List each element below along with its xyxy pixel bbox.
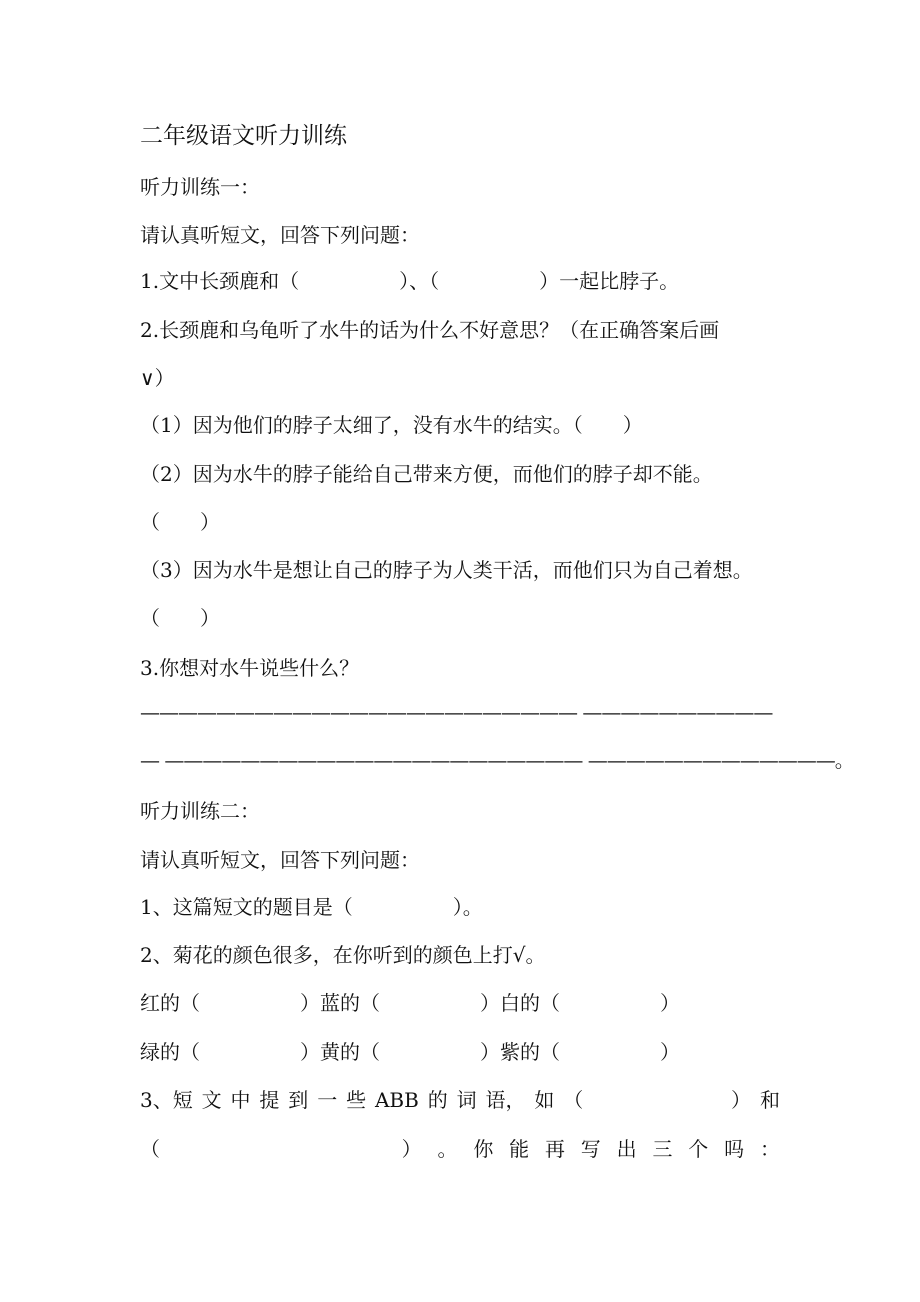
- section-heading-1: 听力训练一：: [140, 175, 260, 199]
- q3-part: 些: [346, 1088, 367, 1112]
- q3-line2-part: 个: [688, 1137, 709, 1161]
- page-title: 二年级语文听力训练: [140, 123, 347, 149]
- instruction-1: 请认真听短文，回答下列问题：: [140, 223, 420, 247]
- question-1-3: 3.你想对水牛说些什么？: [140, 656, 360, 680]
- q3-part: 语，: [485, 1088, 526, 1112]
- q3-part: 中: [230, 1088, 251, 1112]
- q3-line2-part: 。: [437, 1137, 458, 1161]
- q3-part: ）: [731, 1088, 752, 1112]
- question-2-3: [140, 1088, 780, 1112]
- question-2-1: 1、这篇短文的题目是（ ）。: [140, 895, 483, 919]
- option-1: （1）因为他们的脖子太细了，没有水牛的结实。（ ）: [140, 413, 643, 437]
- q3-part: 的: [427, 1088, 448, 1112]
- q3-line2-part: 你: [473, 1137, 494, 1161]
- option-3-paren: （ ）: [140, 606, 220, 630]
- question-2-3-cont: [140, 1137, 780, 1161]
- q3-part: 提: [259, 1088, 280, 1112]
- q3-part: 3、短: [140, 1088, 193, 1112]
- q3-line2-part: ）: [401, 1137, 422, 1161]
- q3-line2-part: （: [140, 1137, 160, 1161]
- q3-part: 如: [534, 1088, 555, 1112]
- section-heading-2: 听力训练二：: [140, 799, 260, 823]
- option-2-paren: （ ）: [140, 510, 220, 534]
- instruction-2: 请认真听短文，回答下列问题：: [140, 848, 420, 872]
- option-2: （2）因为水牛的脖子能给自己带来方便，而他们的脖子却不能。: [140, 462, 713, 486]
- q3-line2-part: 出: [616, 1137, 637, 1161]
- question-1-2-cont: ∨）: [140, 366, 175, 390]
- q3-line2-part: 吗: [724, 1137, 745, 1161]
- q3-line2-part: 再: [544, 1137, 565, 1161]
- answer-line-1: ——————————————————————— ——————————: [140, 700, 773, 724]
- color-row-2: 绿的（ ）黄的（ ）紫的（ ）: [140, 1040, 680, 1064]
- answer-line-2: — —————————————————————— —————————————。: [140, 748, 854, 772]
- q3-part: 词: [456, 1088, 477, 1112]
- option-3: （3）因为水牛是想让自己的脖子为人类干活，而他们只为自己着想。: [140, 558, 753, 582]
- q3-line2-part: ：: [759, 1137, 780, 1161]
- q3-part: 和: [759, 1088, 780, 1112]
- q3-part: ABB: [374, 1088, 419, 1112]
- question-2-2: 2、菊花的颜色很多，在你听到的颜色上打√。: [140, 943, 546, 967]
- question-1-1: 1.文中长颈鹿和（ ）、（ ）一起比脖子。: [140, 269, 680, 293]
- color-row-1: 红的（ ）蓝的（ ）白的（ ）: [140, 991, 680, 1015]
- q3-line2-part: 写: [580, 1137, 601, 1161]
- q3-part: 到: [288, 1088, 309, 1112]
- q3-part: 一: [317, 1088, 338, 1112]
- question-1-2: 2.长颈鹿和乌龟听了水牛的话为什么不好意思？（在正确答案后画: [140, 318, 720, 342]
- q3-line2-part: 能: [509, 1137, 530, 1161]
- q3-part: 文: [201, 1088, 222, 1112]
- q3-line2-part: 三: [652, 1137, 673, 1161]
- q3-part: （: [563, 1088, 584, 1112]
